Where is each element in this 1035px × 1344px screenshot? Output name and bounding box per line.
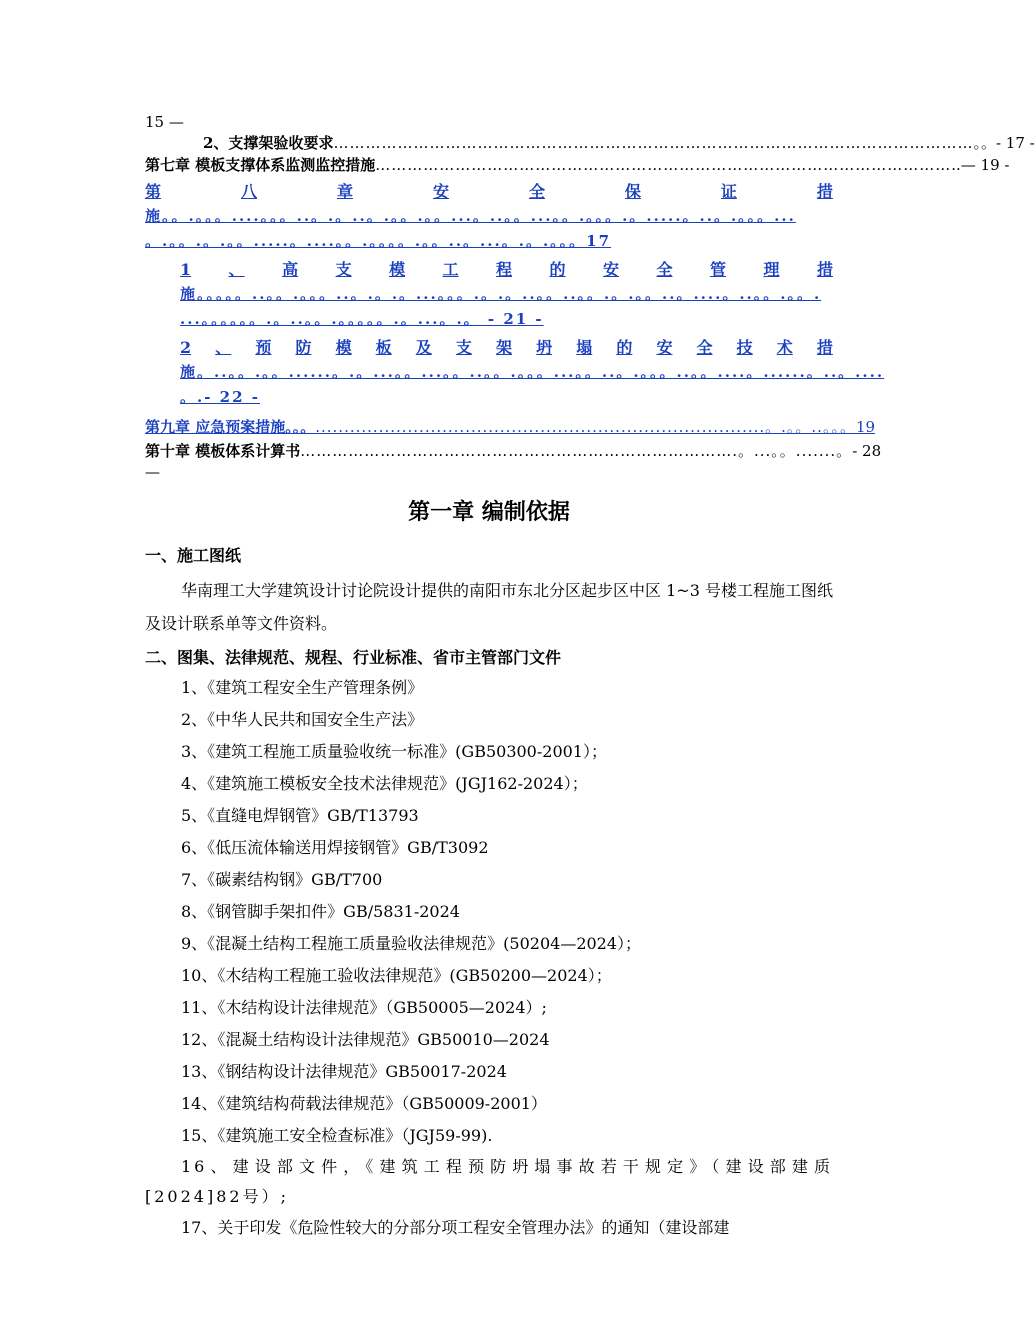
toc-page: 19 <box>855 418 876 436</box>
list-item: 17、关于印发《危险性较大的分部分项工程安全管理办法》的通知（建设部建 <box>181 1218 730 1237</box>
toc-justified-title: 1 、 高 支 模 工 程 的 安 全 管 理 措 <box>180 260 833 279</box>
toc-page: ..— 19 - <box>951 156 1010 174</box>
list-item: 12、《混凝土结构设计法律规范》GB50010—2024 <box>181 1030 550 1049</box>
section-heading: 一、施工图纸 <box>145 546 242 565</box>
reference-list <box>145 672 833 1244</box>
toc-row[interactable] <box>145 154 1010 176</box>
toc-leader: 施。。.。。。....。。。..。.。..。.。。.。。...。..。。...。。.。。。.。.....。..。.。。。... <box>145 207 796 225</box>
list-item: 15、《建筑施工安全检查标准》（JGJ59-99). <box>181 1126 493 1145</box>
toc-justified-title: 2 、 预 防 模 板 及 支 架 坍 塌 的 安 全 技 术 措 <box>180 338 833 357</box>
list-item: 16、建设部文件，《建筑工程预防坍塌事故若干规定》（建设部建质[2024]82号）; <box>145 1157 833 1206</box>
toc-title: 2、支撑架验收要求 <box>203 134 334 152</box>
list-item: 11、《木结构设计法律规范》（GB50005—2024）; <box>181 998 547 1017</box>
list-item: 3、《建筑工程施工质量验收统一标准》(GB50300-2001）； <box>181 742 607 761</box>
list-item: 4、《建筑施工模板安全技术法律规范》(JGJ162-2024）； <box>181 774 588 793</box>
list-item: 13、《钢结构设计法律规范》GB50017-2024 <box>181 1062 507 1081</box>
chapter-title: 第一章 编制依据 <box>408 500 570 525</box>
list-item: 2、《中华人民共和国安全生产法》 <box>181 710 424 729</box>
toc-leader: 施。。。。。..。。.。。。..。.。.。...。。。.。.。..。。..。。.。.。。..。....。..。。.。。. <box>180 285 822 303</box>
toc-fragment: 15 — <box>145 113 184 131</box>
list-item: 14、《建筑结构荷载法律规范》（GB50009-2001） <box>181 1094 547 1113</box>
list-item: 7、《碳素结构钢》GB/T700 <box>181 870 383 889</box>
list-item: 8、《钢管脚手架扣件》GB/5831-2024 <box>181 902 460 921</box>
toc-row[interactable] <box>145 440 882 462</box>
toc-link-chapter-9[interactable] <box>145 416 876 438</box>
toc-page: - 28 <box>852 442 882 460</box>
toc-title: 第十章 模板体系计算书 <box>145 442 301 460</box>
list-item: 10、《木结构工程施工验收法律规范》(GB50200—2024）； <box>181 966 612 985</box>
toc-leader: ……………………………………………………………………….。...。。.......。 <box>300 442 853 460</box>
document-page <box>145 112 1035 1244</box>
toc-leader: 。.。。.。.。。.....。....。。.。。。。.。。..。...。.。.。。。17 <box>145 232 612 250</box>
list-item: 1、《建筑工程安全生产管理条例》 <box>181 678 424 697</box>
toc-leader: 。.- 22 - <box>180 388 260 406</box>
toc-fragment: — <box>145 463 160 481</box>
toc-leader: 施。..。。.。。......。.。...。。...。。..。。.。。。...。。..。.。。。..。。....。......。..。.... <box>180 363 885 381</box>
toc-title: 第七章 模板支撑体系监测监控措施 <box>145 156 376 174</box>
toc-leader: ……………………………………………………………………………………………… <box>375 156 952 174</box>
toc-justified-title: 第 八 章 安 全 保 证 措 <box>145 182 833 201</box>
list-item: 5、《直缝电焊钢管》GB/T13793 <box>181 806 419 825</box>
toc-link-section-8-2[interactable] <box>145 336 885 410</box>
toc-page: 。。- 17 - <box>973 134 1035 152</box>
toc-link-section-8-1[interactable] <box>145 258 833 332</box>
list-item: 6、《低压流体输送用焊接钢管》GB/T3092 <box>181 838 489 857</box>
toc-title: 第九章 应急预案措施。。。 <box>145 418 316 436</box>
toc-leader: ………………………………………………………………………………………………………… <box>333 134 974 152</box>
section-heading: 二、图集、法律规范、规程、行业标准、省市主管部门文件 <box>145 648 562 667</box>
toc-row[interactable] <box>145 132 1035 154</box>
list-item: 9、《混凝土结构工程施工质量验收法律规范》(50204—2024）； <box>181 934 642 953</box>
toc-leader: ..............................................................................。.。。..。。。 <box>315 418 856 436</box>
paragraph: 华南理工大学建筑设计讨论院设计提供的南阳市东北分区起步区中区 1~3 号楼工程施工图纸及设计联系单等文件资料。 <box>145 581 833 633</box>
toc-leader: ...。。。。。。.。..。。.。。。。。.。...。.。 - 21 - <box>180 310 544 328</box>
toc-link-chapter-8[interactable] <box>145 180 833 254</box>
